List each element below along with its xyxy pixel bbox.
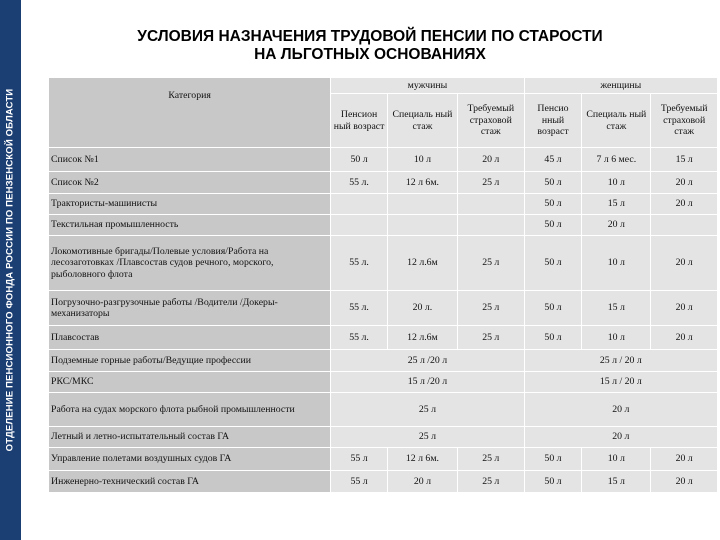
row-cell: 25 л	[457, 236, 524, 291]
row-cell: 55 л	[331, 471, 388, 493]
row-cell: 10 л	[582, 448, 651, 471]
row-cell: 20 л	[457, 148, 524, 172]
row-cell: 50 л	[524, 448, 582, 471]
row-cell: 50 л	[331, 148, 388, 172]
row-cell	[457, 194, 524, 215]
row-category: Текстильная промышленность	[49, 215, 331, 236]
row-category: Работа на судах морского флота рыбной промышленности	[49, 393, 331, 427]
row-cell	[651, 215, 718, 236]
title-line-1: УСЛОВИЯ НАЗНАЧЕНИЯ ТРУДОВОЙ ПЕНСИИ ПО СТАРОСТИ	[137, 28, 603, 45]
row-cell: 12 л.6м	[387, 326, 457, 350]
row-cell: 10 л	[387, 148, 457, 172]
row-cell	[331, 215, 388, 236]
pension-table	[48, 77, 718, 493]
row-cell: 50 л	[524, 291, 582, 326]
row-cell	[387, 194, 457, 215]
row-cell: 25 л	[457, 326, 524, 350]
row-category: Список №2	[49, 172, 331, 194]
header-men-insurance: Требуемый страховой стаж	[457, 94, 524, 148]
row-cell: 12 л 6м.	[387, 448, 457, 471]
row-cell: 50 л	[524, 236, 582, 291]
row-category: Трактористы-машинисты	[49, 194, 331, 215]
header-women-special: Специаль ный стаж	[582, 94, 651, 148]
row-cell-men: 25 л	[331, 427, 524, 448]
row-cell	[457, 215, 524, 236]
row-cell: 7 л 6 мес.	[582, 148, 651, 172]
row-cell: 12 л 6м.	[387, 172, 457, 194]
row-category: Погрузочно-разгрузочные работы /Водители /Докеры-механизаторы	[49, 291, 331, 326]
row-cell: 20 л.	[387, 291, 457, 326]
table-row	[49, 471, 718, 493]
row-cell-women: 25 л / 20 л	[524, 350, 717, 372]
row-cell-men: 25 л /20 л	[331, 350, 524, 372]
row-cell-women: 20 л	[524, 393, 717, 427]
row-cell: 25 л	[457, 291, 524, 326]
table-row	[49, 215, 718, 236]
row-cell: 15 л	[651, 148, 718, 172]
header-men-special: Специаль ный стаж	[387, 94, 457, 148]
row-cell: 20 л	[651, 172, 718, 194]
header-women-age: Пенсио нный возраст	[524, 94, 582, 148]
row-cell: 20 л	[651, 471, 718, 493]
header-men: мужчины	[331, 78, 524, 94]
row-cell: 10 л	[582, 236, 651, 291]
row-cell: 55 л.	[331, 236, 388, 291]
row-category: Плавсостав	[49, 326, 331, 350]
row-cell: 45 л	[524, 148, 582, 172]
row-category: РКС/МКС	[49, 372, 331, 393]
table-row	[49, 393, 718, 427]
row-cell: 15 л	[582, 194, 651, 215]
row-cell: 12 л.6м	[387, 236, 457, 291]
title-line-2: НА ЛЬГОТНЫХ ОСНОВАНИЯХ	[254, 46, 486, 63]
header-women-insurance: Требуемый страховой стаж	[651, 94, 718, 148]
row-category: Инженерно-технический состав ГА	[49, 471, 331, 493]
table-row	[49, 236, 718, 291]
row-cell-women: 15 л / 20 л	[524, 372, 717, 393]
row-cell	[387, 215, 457, 236]
sidebar-text: ОТДЕЛЕНИЕ ПЕНСИОННОГО ФОНДА РОССИИ ПО ПЕНЗЕНСКОЙ ОБЛАСТИ	[4, 88, 16, 452]
row-cell: 25 л	[457, 471, 524, 493]
row-cell: 20 л	[651, 236, 718, 291]
row-category: Летный и летно-испытательный состав ГА	[49, 427, 331, 448]
row-cell: 20 л	[651, 448, 718, 471]
table-row	[49, 291, 718, 326]
sidebar-banner	[0, 0, 21, 540]
table-row	[49, 427, 718, 448]
row-cell: 25 л	[457, 172, 524, 194]
table-row	[49, 350, 718, 372]
header-women: женщины	[524, 78, 717, 94]
header-category: Категория	[49, 78, 331, 148]
row-cell: 15 л	[582, 291, 651, 326]
row-category: Подземные горные работы/Ведущие профессии	[49, 350, 331, 372]
row-cell-men: 25 л	[331, 393, 524, 427]
row-cell: 50 л	[524, 215, 582, 236]
row-cell: 50 л	[524, 326, 582, 350]
row-cell: 50 л	[524, 471, 582, 493]
row-cell: 15 л	[582, 471, 651, 493]
row-category: Управление полетами воздушных судов ГА	[49, 448, 331, 471]
table-row	[49, 172, 718, 194]
row-cell: 20 л	[582, 215, 651, 236]
row-cell: 55 л.	[331, 172, 388, 194]
row-cell: 20 л	[651, 291, 718, 326]
row-cell: 55 л.	[331, 291, 388, 326]
row-cell: 20 л	[387, 471, 457, 493]
row-cell: 50 л	[524, 194, 582, 215]
row-cell: 10 л	[582, 326, 651, 350]
row-cell: 20 л	[651, 194, 718, 215]
table-row	[49, 148, 718, 172]
row-category: Локомотивные бригады/Полевые условия/Работа на лесозаготовках /Плавсостав судов речного, морского, рыболовного флота	[49, 236, 331, 291]
table-row	[49, 326, 718, 350]
row-cell: 10 л	[582, 172, 651, 194]
header-row-groups	[49, 78, 718, 94]
table-row	[49, 194, 718, 215]
row-cell-men: 15 л /20 л	[331, 372, 524, 393]
row-cell	[331, 194, 388, 215]
page-title	[60, 28, 680, 64]
header-men-age: Пенсион ный возраст	[331, 94, 388, 148]
table-row	[49, 448, 718, 471]
row-cell: 25 л	[457, 448, 524, 471]
row-cell: 55 л.	[331, 326, 388, 350]
row-cell: 50 л	[524, 172, 582, 194]
row-cell: 20 л	[651, 326, 718, 350]
row-cell: 55 л	[331, 448, 388, 471]
row-cell-women: 20 л	[524, 427, 717, 448]
table-row	[49, 372, 718, 393]
row-category: Список №1	[49, 148, 331, 172]
